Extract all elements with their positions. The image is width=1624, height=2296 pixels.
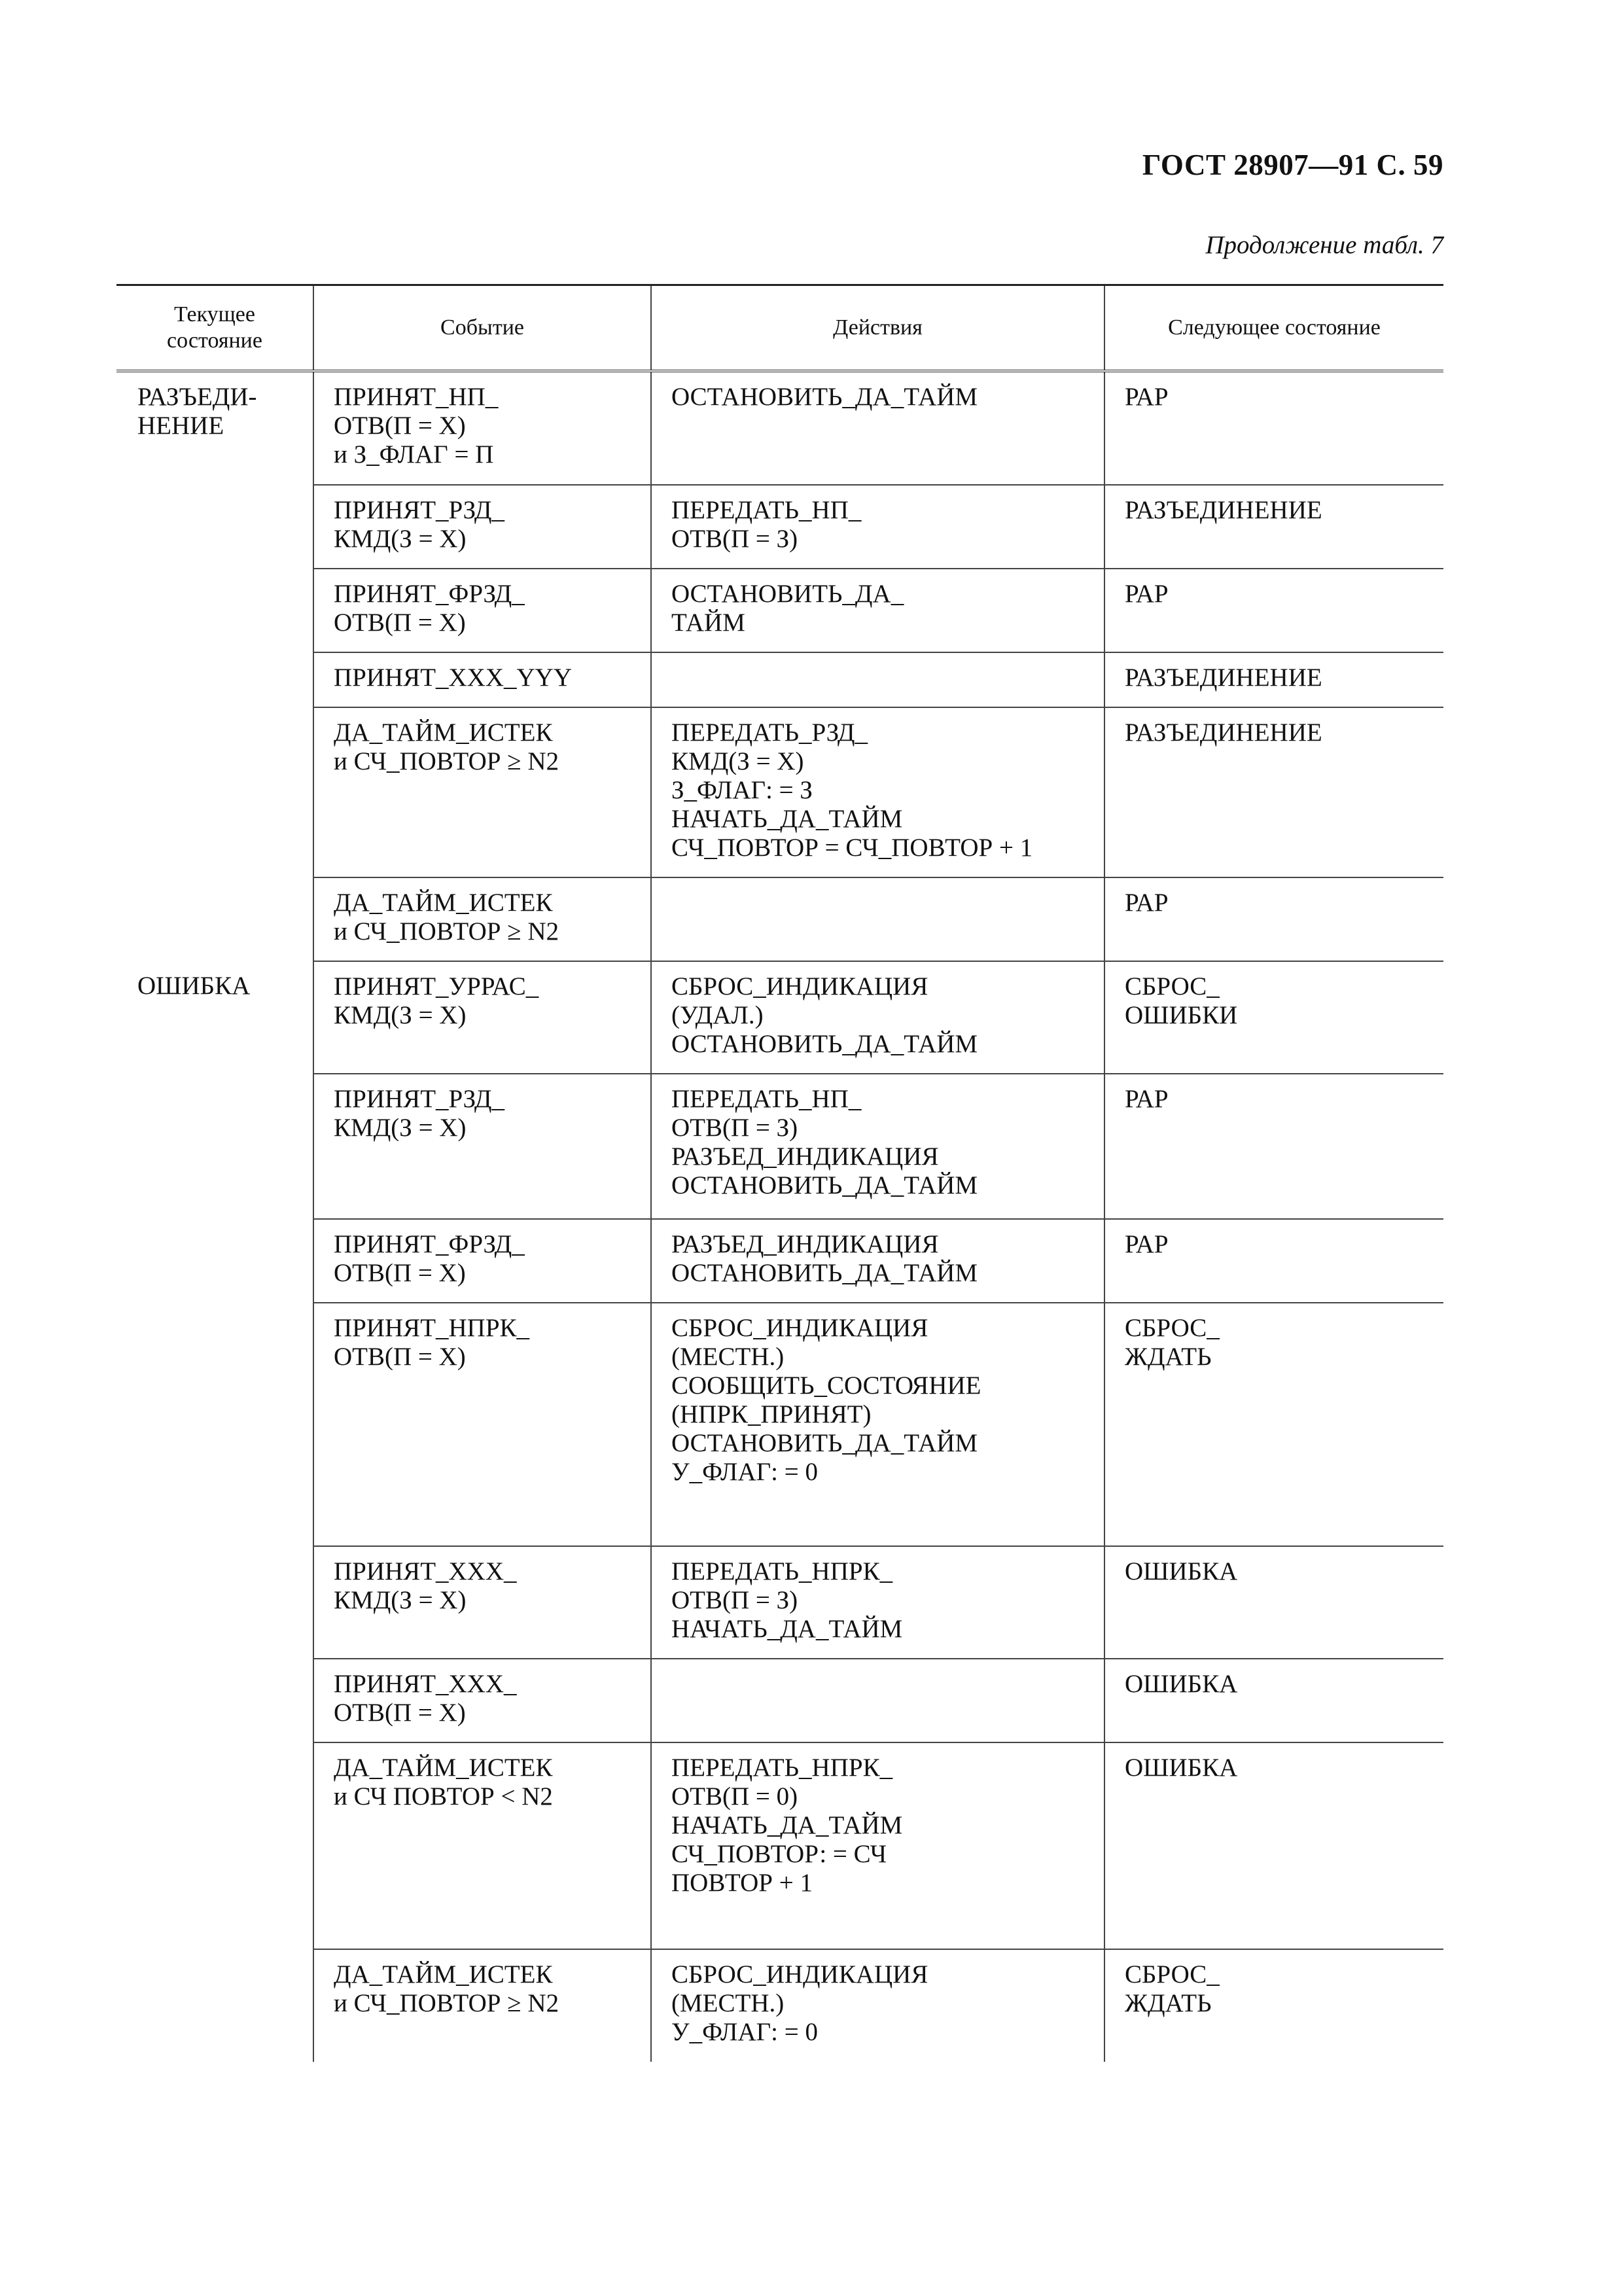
next-state-cell: РАР <box>1104 1074 1443 1219</box>
column-header-event: Событие <box>313 285 651 372</box>
table-row <box>116 1219 1443 1303</box>
table-row <box>116 485 1443 569</box>
event-cell: ДА_ТАЙМ_ИСТЕК и СЧ_ПОВТОР ≥ N2 <box>313 707 651 877</box>
next-state-cell: РАР <box>1104 371 1443 485</box>
actions-cell <box>651 652 1104 707</box>
table-row <box>116 1074 1443 1219</box>
next-state-cell: РАР <box>1104 877 1443 961</box>
actions-cell: ПЕРЕДАТЬ_РЗД_ КМД(З = X) З_ФЛАГ: = З НАЧАТЬ_ДА_ТАЙМ СЧ_ПОВТОР = СЧ_ПОВТОР + 1 <box>651 707 1104 877</box>
next-state-cell: РАР <box>1104 1219 1443 1303</box>
actions-cell: ПЕРЕДАТЬ_НП_ ОТВ(П = З) РАЗЪЕД_ИНДИКАЦИЯ ОСТАНОВИТЬ_ДА_ТАЙМ <box>651 1074 1104 1219</box>
table-row <box>116 1659 1443 1742</box>
event-cell: ПРИНЯТ_ФРЗД_ ОТВ(П = X) <box>313 569 651 652</box>
column-header-actions: Действия <box>651 285 1104 372</box>
actions-cell: ПЕРЕДАТЬ_НП_ ОТВ(П = З) <box>651 485 1104 569</box>
column-header-current-state: Текущее состояние <box>116 285 313 372</box>
next-state-cell: СБРОС_ ЖДАТЬ <box>1125 1960 1220 2017</box>
table-row <box>116 1546 1443 1659</box>
event-cell: ПРИНЯТ_НПРК_ ОТВ(П = X) <box>313 1303 651 1546</box>
next-state-cell: РАЗЪЕДИНЕНИЕ <box>1104 707 1443 877</box>
event-cell: ДА_ТАЙМ_ИСТЕК и СЧ_ПОВТОР ≥ N2 <box>313 1949 651 2062</box>
next-state-cell: РАЗЪЕДИНЕНИЕ <box>1104 652 1443 707</box>
event-cell: ПРИНЯТ_УРРАС_ КМД(З = X) <box>313 961 651 1074</box>
actions-cell: СБРОС_ИНДИКАЦИЯ (УДАЛ.) ОСТАНОВИТЬ_ДА_ТАЙМ <box>651 961 1104 1074</box>
next-state-cell: СБРОС_ ЖДАТЬ <box>1104 1303 1443 1546</box>
actions-cell: ПЕРЕДАТЬ_НПРК_ ОТВ(П = З) НАЧАТЬ_ДА_ТАЙМ <box>651 1546 1104 1659</box>
actions-cell: СБРОС_ИНДИКАЦИЯ (МЕСТН.) СООБЩИТЬ_СОСТОЯНИЕ (НПРК_ПРИНЯТ) ОСТАНОВИТЬ_ДА_ТАЙМ У_ФЛАГ: = 0 <box>651 1303 1104 1546</box>
event-cell: ДА_ТАЙМ_ИСТЕК и СЧ_ПОВТОР ≥ N2 <box>313 877 651 961</box>
actions-cell: ОСТАНОВИТЬ_ДА_ТАЙМ <box>651 371 1104 485</box>
actions-cell <box>651 1659 1104 1742</box>
event-cell: ПРИНЯТ_XXX_ КМД(З = X) <box>313 1546 651 1659</box>
event-cell: ДА_ТАЙМ_ИСТЕК и СЧ ПОВТОР < N2 <box>313 1742 651 1949</box>
event-cell: ПРИНЯТ_XXX_YYY <box>313 652 651 707</box>
table-row <box>116 961 1443 1074</box>
table-row <box>116 1949 1443 2062</box>
column-header-next-state: Следующее состояние <box>1104 285 1443 372</box>
table-header-row <box>116 285 1443 372</box>
next-state-cell: РАР <box>1104 569 1443 652</box>
current-state-cell: РАЗЪЕДИ- НЕНИЕ <box>116 371 313 961</box>
table-row <box>116 707 1443 877</box>
next-state-cell: ОШИБКА <box>1104 1742 1443 1949</box>
actions-cell: СБРОС_ИНДИКАЦИЯ (МЕСТН.) У_ФЛАГ: = 0 <box>651 1949 1104 2062</box>
event-cell: ПРИНЯТ_РЗД_ КМД(З = X) <box>313 485 651 569</box>
table-row <box>116 652 1443 707</box>
table-row <box>116 371 1443 485</box>
current-state-cell: ОШИБКА <box>116 961 313 2062</box>
table-continuation-label: Продолжение табл. 7 <box>1205 231 1443 259</box>
actions-cell <box>651 877 1104 961</box>
next-state-cell: ОШИБКА <box>1104 1659 1443 1742</box>
table-row <box>116 877 1443 961</box>
table-row <box>116 569 1443 652</box>
event-cell: ПРИНЯТ_НП_ ОТВ(П = X) и З_ФЛАГ = П <box>313 371 651 485</box>
next-state-cell: РАЗЪЕДИНЕНИЕ <box>1104 485 1443 569</box>
event-cell: ПРИНЯТ_РЗД_ КМД(З = X) <box>313 1074 651 1219</box>
state-transition-table <box>116 284 1443 2062</box>
event-cell: ПРИНЯТ_XXX_ ОТВ(П = X) <box>313 1659 651 1742</box>
next-state-cell: ОШИБКА <box>1104 1546 1443 1659</box>
actions-cell: РАЗЪЕД_ИНДИКАЦИЯ ОСТАНОВИТЬ_ДА_ТАЙМ <box>651 1219 1104 1303</box>
table-row <box>116 1742 1443 1949</box>
next-state-cell: СБРОС_ ОШИБКИ <box>1104 961 1443 1074</box>
event-cell: ПРИНЯТ_ФРЗД_ ОТВ(П = X) <box>313 1219 651 1303</box>
page-header: ГОСТ 28907—91 С. 59 <box>1142 149 1443 181</box>
actions-cell: ПЕРЕДАТЬ_НПРК_ ОТВ(П = 0) НАЧАТЬ_ДА_ТАЙМ СЧ_ПОВТОР: = СЧ ПОВТОР + 1 <box>651 1742 1104 1949</box>
actions-cell: ОСТАНОВИТЬ_ДА_ ТАЙМ <box>651 569 1104 652</box>
table-row <box>116 1303 1443 1546</box>
